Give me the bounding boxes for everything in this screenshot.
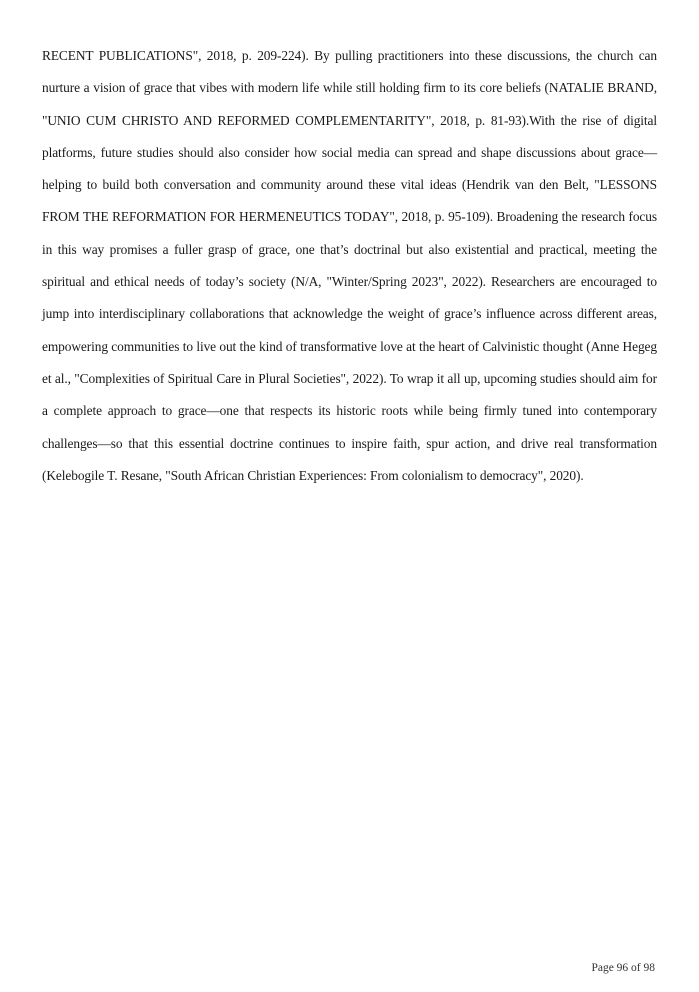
body-paragraph: RECENT PUBLICATIONS", 2018, p. 209-224). By pulling practitioners into these discussions, the church can nurture a vision of grace that vibes with modern life while still holding firm to its core beliefs (NATALIE BRAND, "UNIO CUM CHRISTO AND REFORMED COMPLEMENTARITY", 2018, p. 81-93).With the rise of digital platforms, future studies should also consider how social media can spread and shape discussions about grace—helping to build both conversation and community around these vital ideas (Hendrik van den Belt, "LESSONS FROM THE REFORMATION FOR HERMENEUTICS TODAY", 2018, p. 95-109). Broadening the research focus in this way promises a fuller grasp of grace, one that’s doctrinal but also existential and practical, meeting the spiritual and ethical needs of today’s society (N/A, "Winter/Spring 2023", 2022). Researchers are encouraged to jump into interdisciplinary collaborations that acknowledge the weight of grace’s influence across different areas, empowering communities to live out the kind of transformative love at the heart of Calvinistic thought (Anne Hegeg et al., "Complexities of Spiritual Care in Plural Societies", 2022). To wrap it all up, upcoming studies should aim for a complete approach to grace—one that respects its historic roots while being firmly tuned into contemporary challenges—so that this essential doctrine continues to inspire faith, spur action, and drive real transformation (Kelebogile T. Resane, "South African Christian Experiences: From colonialism to democracy", 2020).	[42, 48, 657, 483]
page-number: Page 96 of 98	[591, 962, 655, 974]
